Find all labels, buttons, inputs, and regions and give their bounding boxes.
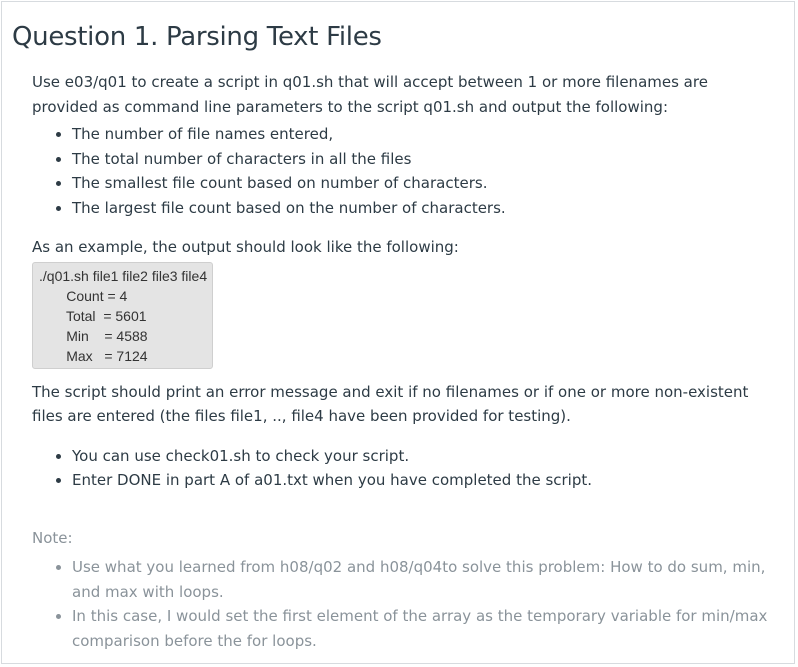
question-body	[32, 70, 772, 653]
code-line: Count = 4	[39, 287, 128, 304]
list-item: • The smallest file count based on number of characters.	[72, 171, 772, 196]
list-item: • Enter DONE in part A of a01.txt when you have completed the script.	[72, 468, 772, 493]
example-output-block	[32, 262, 213, 369]
code-line: Min = 4588	[39, 327, 148, 344]
tips-list	[32, 444, 772, 493]
requirements-list	[32, 122, 772, 220]
list-item: • You can use check01.sh to check your script.	[72, 444, 772, 469]
list-item: • Use what you learned from h08/q02 and h08/q04to solve this problem: How to do sum, min, and max with loops.	[72, 555, 772, 604]
note-label: Note:	[32, 528, 73, 547]
list-item: • The total number of characters in all the files	[72, 147, 772, 172]
code-line: ./q01.sh file1 file2 file3 file4	[39, 267, 208, 284]
intro-paragraph: Use e03/q01 to create a script in q01.sh that will accept between 1 or more filenames are provided as command line parameters to the script q01.sh and output the following:	[32, 73, 708, 116]
list-item: • The largest file count based on the number of characters.	[72, 196, 772, 221]
error-paragraph: The script should print an error message and exit if no filenames or if one or more non-existent files are entered (the files file1, .., file4 have been provided for testing).	[32, 382, 749, 425]
code-line: Total = 5601	[39, 307, 147, 324]
list-item: • In this case, I would set the first element of the array as the temporary variable for min/max comparison before the for loops.	[72, 604, 772, 653]
question-card	[1, 1, 795, 664]
question-title: Question 1. Parsing Text Files	[12, 22, 382, 52]
example-intro: As an example, the output should look like the following:	[32, 238, 459, 256]
notes-list	[32, 555, 772, 653]
list-item: • The number of file names entered,	[72, 122, 772, 147]
code-line: Max = 7124	[39, 347, 148, 364]
